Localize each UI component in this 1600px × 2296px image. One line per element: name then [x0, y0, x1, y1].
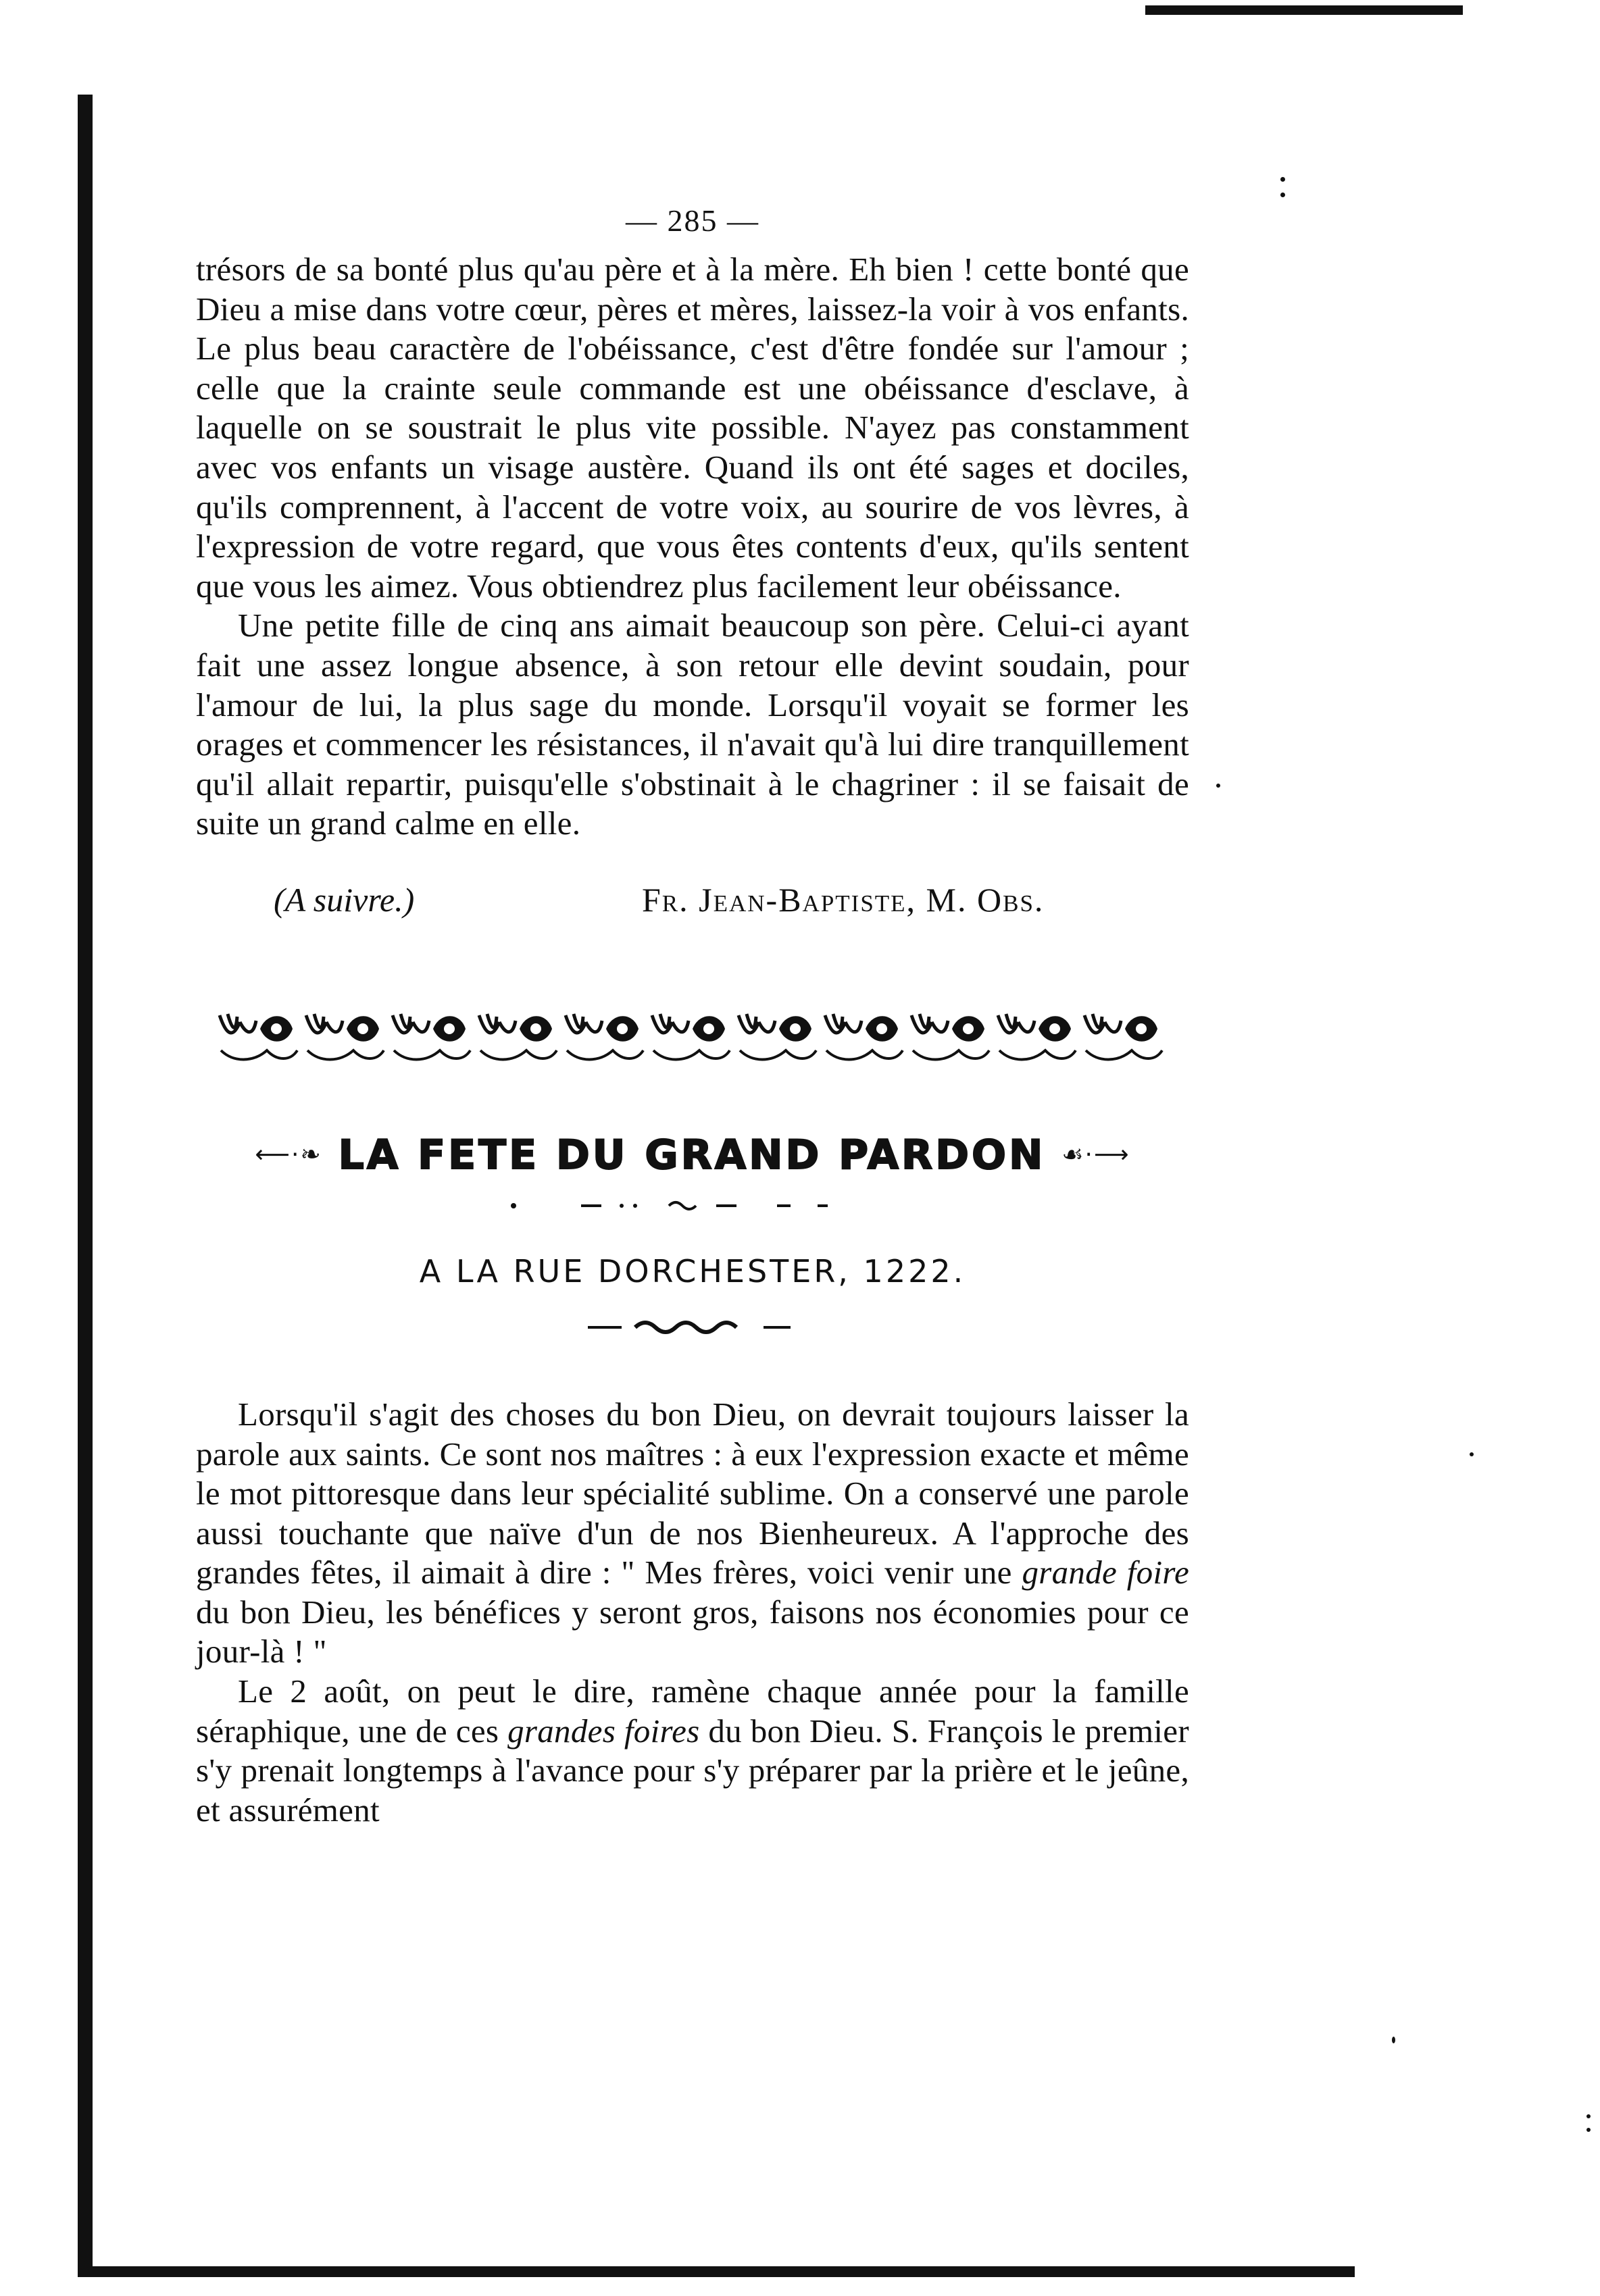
decorative-ornament-band: [213, 1003, 1172, 1064]
emphasis-text: grande foire: [1022, 1554, 1189, 1591]
paragraph-text: du bon Dieu, les bénéfices y seront gros, faisons nos économies pour ce jour-là ! ": [196, 1593, 1189, 1670]
section-title-row: [196, 1125, 1189, 1185]
wave-rule: [196, 1300, 1189, 1354]
signature-row: [196, 867, 1189, 941]
scan-edge-bottom: [78, 2266, 1355, 2277]
scan-edge-top: [1145, 5, 1463, 15]
author-signature: Fr. Jean-Baptiste, M. Obs.: [642, 880, 1045, 919]
paragraph: [196, 1672, 1189, 1830]
paragraph-text: du bon Dieu. S. François le premier s'y prenait longtemps à l'avance pour s'y préparer par la prière et le jeûne, et assurément: [196, 1712, 1189, 1829]
emphasis-text: grandes foires: [507, 1712, 700, 1750]
paragraph: Une petite fille de cinq ans aimait beaucoup son père. Celui-ci ayant fait une assez longue absence, à son retour elle devint soudain, pour l'amour de lui, la plus sage du monde. Lorsqu'il voyait se former les orages et commencer les résistances, il n'avait qu'à lui dire tranquillement qu'il allait repartir, puisqu'elle s'obstinait à le chagriner : il se faisait de suite un grand calme en elle.: [196, 607, 1189, 842]
scan-speck: [1392, 2037, 1395, 2043]
paragraph-text: Le 2 août, on peut le dire, ramène chaque année pour la famille séraphique, une de ces: [196, 1673, 1189, 1750]
scan-speck: [1280, 193, 1285, 197]
paragraph: [196, 1395, 1189, 1672]
section-body: [196, 1395, 1189, 1831]
scan-speck: [1216, 784, 1220, 788]
section-title: LA FETE DU GRAND PARDON: [338, 1131, 1046, 1179]
scan-speck: [1470, 1452, 1474, 1456]
paragraph-text: Lorsqu'il s'agit des choses du bon Dieu, on devrait toujours laisser la parole aux saints. Ce sont nos maîtres : à eux l'expression exacte et même le mot pittoresque dans leur spécialité sublime. On a conservé une parole aussi touchante que naïve d'un de nos Bienheureux. A l'approche des grandes fêtes, il aimait à dire : " Mes frères, voici venir une: [196, 1395, 1189, 1591]
dotted-rule-icon: [196, 1185, 1189, 1226]
wave-rule-icon: [196, 1300, 1189, 1354]
scan-speck: [1280, 177, 1285, 182]
scan-speck: [1586, 2128, 1591, 2132]
page-number: — 285 —: [626, 203, 759, 238]
title-flourish-right-icon: ☙·⟶: [1061, 1141, 1130, 1169]
title-flourish-left-icon: ⟵·❧: [255, 1141, 322, 1169]
page-content: [196, 203, 1189, 1830]
scan-speck: [1586, 2114, 1591, 2118]
dotted-rule: [196, 1185, 1189, 1226]
section-subtitle: A LA RUE DORCHESTER, 1222.: [419, 1252, 966, 1290]
fleuron-band-icon: [213, 1003, 1172, 1064]
paragraph: trésors de sa bonté plus qu'au père et à la mère. Eh bien ! cette bonté que Dieu a mise dans votre cœur, pères et mères, laissez-la voir à vos enfants. Le plus beau caractère de l'obéissance, c'est d'être fondée sur l'amour ; celle que la crainte seule commande est une obéissance d'esclave, à laquelle on se soustrait le plus vite possible. N'ayez pas constamment avec vos enfants un visage austère. Quand ils ont été sages et dociles, qu'ils comprennent, à l'accent de votre voix, au sourire de vos lèvres, à l'expression de votre regard, que vous êtes contents d'eux, qu'ils sentent que vous les aimez. Vous obtiendrez plus facilement leur obéissance.: [196, 251, 1189, 605]
to-be-continued: (A suivre.): [274, 880, 415, 919]
scan-edge-left: [78, 95, 93, 2276]
